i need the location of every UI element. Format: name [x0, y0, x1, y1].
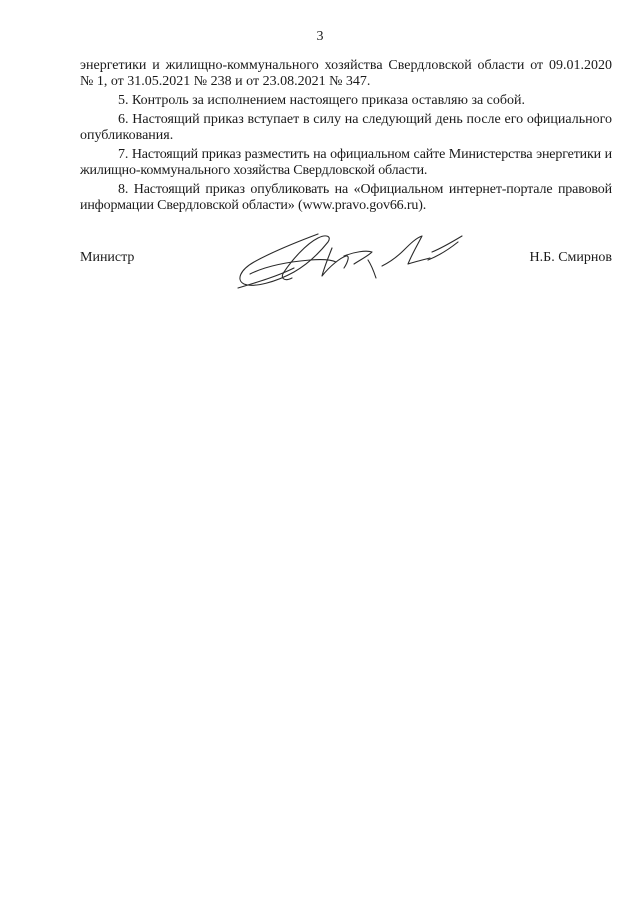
paragraph-item-8: 8. Настоящий приказ опубликовать на «Официальном интернет-портале правовой информации Свердловской области» (www.pravo.gov66.ru). — [80, 182, 612, 213]
paragraph-item-7: 7. Настоящий приказ разместить на официальном сайте Министерства энергетики и жилищно-коммунального хозяйства Свердловской области. — [80, 147, 612, 178]
paragraph-item-5: 5. Контроль за исполнением настоящего приказа оставляю за собой. — [118, 93, 526, 108]
handwritten-signature — [232, 226, 470, 292]
paragraph-continuation: энергетики и жилищно-коммунального хозяйства Свердловской области от 09.01.2020 № 1, от 31.05.2021 № 238 и от 23.08.2021 № 347. — [80, 58, 612, 89]
paragraph-item-6: 6. Настоящий приказ вступает в силу на следующий день после его официального опубликования. — [80, 112, 612, 143]
signatory-name: Н.Б. Смирнов — [529, 250, 612, 265]
document-body — [80, 58, 612, 217]
signatory-role: Министр — [80, 250, 135, 265]
page-number: 3 — [316, 29, 324, 44]
